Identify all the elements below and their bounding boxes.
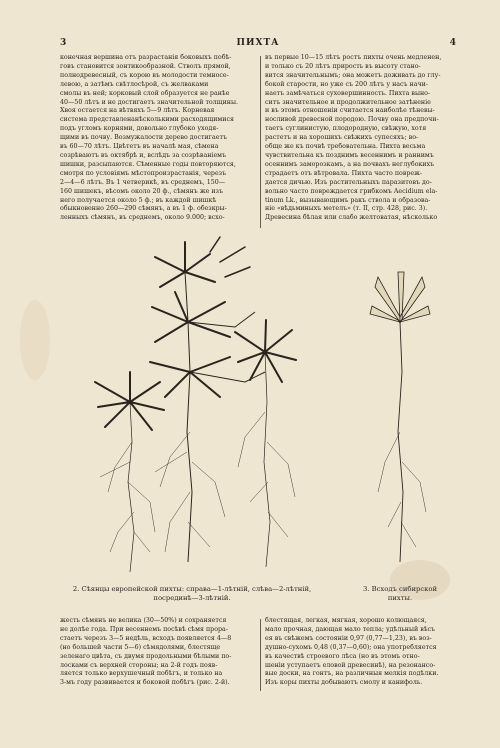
text-line: растетъ и на хорошихъ свѣжихъ супесяхъ; во- (265, 134, 419, 142)
text-line: вольно часто повреждается грибкомъ Aecidium ela- (265, 187, 438, 195)
text-line: смотря по условіямъ мѣстопроизрастанія, черезъ (60, 169, 227, 177)
text-line: 40—50 лѣтъ и не достигаетъ значительной толщины. (60, 98, 238, 106)
column-rule (260, 619, 261, 691)
text-line: смолы въ ней; корковый слой образуется не ранѣе (60, 89, 230, 97)
text-line: обще же къ почвѣ требовательна. Пихта весьма (265, 143, 426, 151)
text-line: Древесина бѣлая или слабо желтоватая, нѣсколько (265, 214, 438, 222)
running-title: ПИХТА (236, 38, 280, 48)
caption-line: посрединѣ—3-лѣтній. (153, 593, 231, 602)
text-column-top-left (60, 54, 256, 223)
text-line: въ качествѣ строевого лѣса (но въ этомъ отно- (265, 652, 420, 660)
text-line: жесть сѣмянъ не велика (30—50%) и сохраняется (60, 617, 227, 624)
page-number-right: 4 (449, 38, 456, 48)
text-line: созрѣваютъ въ октябрѣ и, вслѣдъ за созрѣваніемъ (60, 151, 227, 159)
text-line: обыкновенно 260—290 сѣмянъ, а въ 1 ф. обезкры- (60, 205, 227, 213)
text-line: чувствительна къ позднимъ весеннимъ и раннимъ (265, 151, 434, 159)
caption-line: пихты. (387, 593, 413, 602)
text-line: ляется только верхушечный побѣгъ, и только на (60, 670, 223, 678)
text-line: ситъ значительное и продолжительное затѣненіе (265, 98, 431, 106)
text-line: осеннимъ заморозкамъ, а на почвахъ неглубокихъ (265, 160, 435, 168)
caption-line: 3. Всходъ сибирской (362, 585, 438, 593)
text-line: конечная вершина отъ разрастанія боковыхъ побѣ- (60, 54, 232, 61)
column-rule (260, 56, 261, 228)
text-line: шеніи уступаетъ еловой древесинѣ), на резонансо- (265, 661, 436, 669)
text-line: ея въ свѣжемъ состояніи 0,97 (0,77—1,23), въ воз- (265, 634, 432, 642)
text-line: блестящая, легкая, мягкая, хорошо колющаяся, (265, 617, 427, 624)
text-line: стаетъ черезъ 3—5 недѣль, всходъ появляется 4—8 (60, 634, 232, 642)
text-line: tinum Lk., вызывающимъ ракъ ствола и образова- (265, 196, 431, 204)
text-line: Хвоя остается на вѣтвяхъ 5—9 лѣтъ. Корневая (60, 107, 215, 115)
text-column-top-right (265, 54, 457, 223)
text-line: (но большей части 5—6) сѣмядолями, блестяще (60, 643, 221, 651)
text-line: носливой древесной породою. Почву она предпочи- (265, 116, 439, 124)
text-line: страдаетъ отъ вѣтровала. Пихта часто повреж- (265, 169, 423, 177)
page-header (60, 38, 456, 52)
text-line: ленныхъ сѣмянъ, въ среднемъ, около 9.000; всхо- (60, 214, 225, 222)
text-line: вые доски, на гонтъ, на различныя мелкія подѣлки. (265, 670, 439, 678)
text-line: система представленанѣсколькими расходящимися (60, 116, 234, 124)
text-line: шишки, разсыпаются. Сѣменные годы повторяются, (60, 160, 236, 168)
text-line: подъ угломъ корнями, довольно глубоко уходя- (60, 125, 219, 133)
paper-stain (20, 300, 50, 380)
text-line: дается дичью. Изъ растительныхъ паразитовъ до- (265, 178, 432, 186)
seedling-three-year (150, 242, 265, 562)
text-line: 2—4—6 лѣтъ. Въ 1 четверикѣ, въ среднемъ, 150— (60, 178, 226, 186)
text-line: не долѣе года. При весеннемъ посѣвѣ сѣмя прора- (60, 625, 228, 633)
text-line: него получается около 5 ф.; въ каждой шишкѣ (60, 196, 217, 204)
text-line: щими въ почву. Возмужалости дерево достигаетъ (60, 134, 227, 142)
seedlings-illustration (60, 232, 460, 582)
text-line: лосками съ верхней стороны; на 2-й годъ появ- (60, 661, 218, 669)
text-line: душно-сухомъ 0,48 (0,37—0,60); она употребляется (265, 643, 437, 651)
text-line: ніе «вѣдьминыхъ метелъ» (т. II, стр. 428, рис. 3). (265, 205, 428, 213)
text-line: бокой старости, но уже съ 200 лѣтъ у насъ начи- (265, 80, 428, 88)
text-line: левою, а затѣмъ свѣтлосѣрой, съ желваками (60, 80, 209, 88)
text-line: наетъ замѣчаться суховершинность. Пихта выно- (265, 89, 431, 97)
text-line: таетъ суглинистую, плодородную, свѣжую, хотя (265, 125, 427, 133)
text-line: и въ этомъ отношеніи считается наиболѣе тѣневы- (265, 107, 435, 115)
text-column-bottom-right (265, 617, 457, 688)
figure-caption-3 (350, 585, 450, 602)
text-column-bottom-left (60, 617, 256, 688)
text-line: Изъ коры пихты добываютъ смолу и канифоль. (265, 679, 423, 687)
page-number-left: 3 (60, 38, 67, 48)
text-line: въ 60—70 лѣтъ. Цвѣтетъ въ началѣ мая, сѣмена (60, 143, 219, 151)
text-line: и только съ 20 лѣтъ прирость въ высоту стано- (265, 62, 421, 70)
text-line: мало прочная, дающая мало тепла; удѣльный вѣсъ (265, 625, 436, 633)
seedling-one-year (210, 237, 296, 567)
text-line: въ первые 10—15 лѣтъ ростъ пихты очень медленен, (265, 54, 442, 61)
text-line: полнодревесный, съ корою въ молодости темносе- (60, 71, 229, 79)
text-line: 3-мъ году развивается и боковой побѣгъ (рис. 2-й). (60, 679, 230, 687)
text-line: говъ становится зонтикообразной. Стволъ прямой, (60, 62, 231, 70)
text-line: вится значительнымъ; она можетъ доживать до глу- (265, 71, 441, 79)
figure-caption-2 (60, 585, 324, 602)
siberian-fir-sprout (370, 272, 430, 562)
text-line: зеленаго цвѣта, съ двумя продольными бѣлыми по- (60, 652, 232, 660)
caption-line: 2. Сѣянцы европейской пихты: справа—1-лѣтній, слѣва—2-лѣтній, (72, 585, 312, 593)
text-line: 160 шишекъ, вѣсомъ около 20 ф., сѣмянъ же изъ (60, 187, 223, 195)
seedling-two-year (95, 372, 164, 572)
